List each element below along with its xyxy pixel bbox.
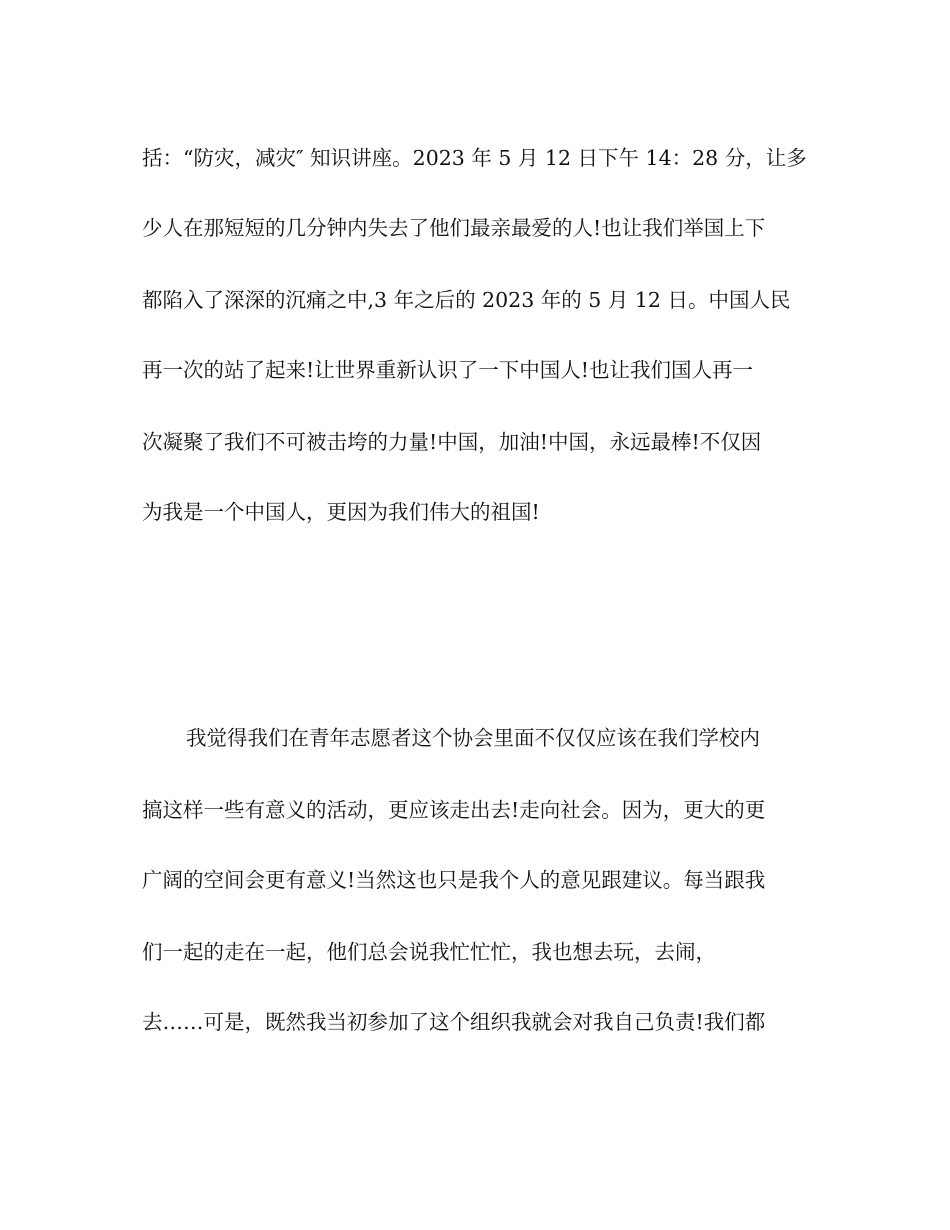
paragraph1-line-6: 为我是一个中国人，更因为我们伟大的祖国! — [142, 500, 540, 524]
paragraph2-line-1: 我觉得我们在青年志愿者这个协会里面不仅仅应该在我们学校内 — [186, 726, 760, 750]
paragraph2-line-4: 们一起的走在一起，他们总会说我忙忙忙，我也想去玩，去闹， — [142, 940, 716, 964]
paragraph1-line-1: 括：“防灾，减灾″ 知识讲座。2023 年 5 月 12 日下午 14：28 分，让多 — [142, 146, 807, 170]
paragraph1-line-3: 都陷入了深深的沉痛之中,3 年之后的 2023 年的 5 月 12 日。中国人民 — [142, 288, 791, 312]
paragraph1-line-2: 少人在那短短的几分钟内失去了他们最亲最爱的人!也让我们举国上下 — [142, 216, 766, 240]
paragraph1-line-5: 次凝聚了我们不可被击垮的力量!中国，加油!中国，永远最棒!不仅因 — [142, 430, 762, 454]
paragraph1-line-4: 再一次的站了起来!让世界重新认识了一下中国人!也让我们国人再一 — [142, 358, 753, 382]
paragraph2-line-3: 广阔的空间会更有意义!当然这也只是我个人的意见跟建议。每当跟我 — [142, 868, 766, 892]
paragraph2-line-5: 去……可是，既然我当初参加了这个组织我就会对我自己负责!我们都 — [142, 1010, 766, 1034]
paragraph2-line-2: 搞这样一些有意义的活动，更应该走出去!走向社会。因为，更大的更 — [142, 798, 766, 822]
